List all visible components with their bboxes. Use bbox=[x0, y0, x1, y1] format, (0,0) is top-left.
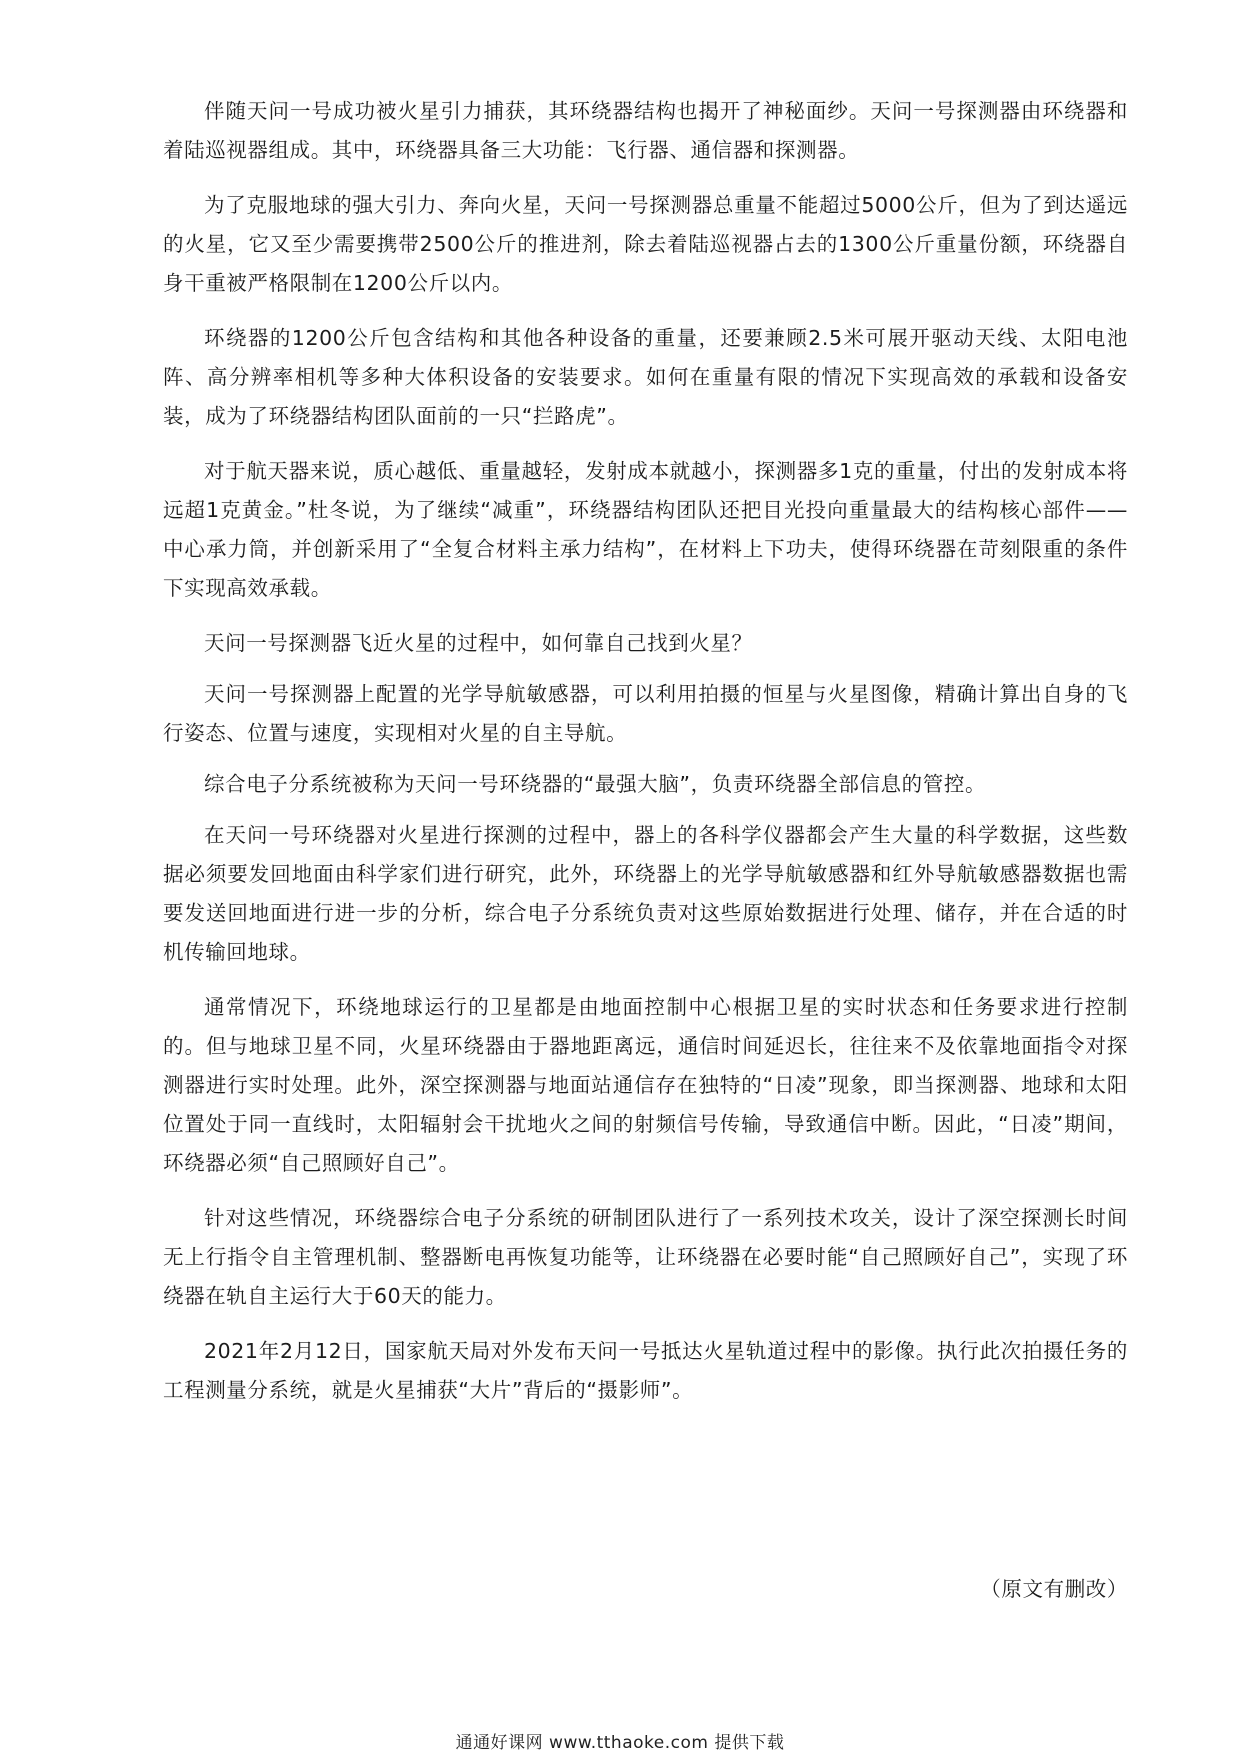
paragraph-6: 天问一号探测器上配置的光学导航敏感器，可以利用拍摄的恒星与火星图像，精确计算出自身的飞行姿态、位置与速度，实现相对火星的自主导航。 bbox=[163, 682, 1128, 745]
article-body bbox=[163, 92, 1128, 1426]
page-footer: 通通好课网 www.tthaoke.com 提供下载 bbox=[455, 1733, 785, 1753]
paragraph-10: 针对这些情况，环绕器综合电子分系统的研制团队进行了一系列技术攻关，设计了深空探测长时间无上行指令自主管理机制、整器断电再恢复功能等，让环绕器在必要时能“自己照顾好自己”，实现了环绕器在轨自主运行大于60天的能力。 bbox=[163, 1206, 1128, 1308]
paragraph-8: 在天问一号环绕器对火星进行探测的过程中，器上的各科学仪器都会产生大量的科学数据，这些数据必须要发回地面由科学家们进行研究，此外，环绕器上的光学导航敏感器和红外导航敏感器数据也需要发送回地面进行进一步的分析，综合电子分系统负责对这些原始数据进行处理、储存，并在合适的时机传输回地球。 bbox=[163, 823, 1128, 964]
paragraph-1: 伴随天问一号成功被火星引力捕获，其环绕器结构也揭开了神秘面纱。天问一号探测器由环绕器和着陆巡视器组成。其中，环绕器具备三大功能：飞行器、通信器和探测器。 bbox=[163, 99, 1128, 162]
paragraph-9: 通常情况下，环绕地球运行的卫星都是由地面控制中心根据卫星的实时状态和任务要求进行控制的。但与地球卫星不同，火星环绕器由于器地距离远，通信时间延迟长，往往来不及依靠地面指令对探测器进行实时处理。此外，深空探测器与地面站通信存在独特的“日凌”现象，即当探测器、地球和太阳位置处于同一直线时，太阳辐射会干扰地火之间的射频信号传输，导致通信中断。因此，“日凌”期间，环绕器必须“自己照顾好自己”。 bbox=[163, 995, 1128, 1175]
paragraph-3: 环绕器的1200公斤包含结构和其他各种设备的重量，还要兼顾2.5米可展开驱动天线、太阳电池阵、高分辨率相机等多种大体积设备的安装要求。如何在重量有限的情况下实现高效的承载和设备安装，成为了环绕器结构团队面前的一只“拦路虎”。 bbox=[163, 326, 1128, 428]
paragraph-2: 为了克服地球的强大引力、奔向火星，天问一号探测器总重量不能超过5000公斤，但为了到达遥远的火星，它又至少需要携带2500公斤的推进剂，除去着陆巡视器占去的1300公斤重量份额，环绕器自身干重被严格限制在1200公斤以内。 bbox=[163, 193, 1128, 295]
paragraph-11: 2021年2月12日，国家航天局对外发布天问一号抵达火星轨道过程中的影像。执行此次拍摄任务的工程测量分系统，就是火星捕获“大片”背后的“摄影师”。 bbox=[163, 1339, 1128, 1402]
paragraph-7: 综合电子分系统被称为天问一号环绕器的“最强大脑”，负责环绕器全部信息的管控。 bbox=[204, 772, 987, 796]
paragraph-4: 对于航天器来说，质心越低、重量越轻，发射成本就越小，探测器多1克的重量，付出的发射成本将远超1克黄金。”杜冬说，为了继续“减重”，环绕器结构团队还把目光投向重量最大的结构核心部件——中心承力筒，并创新采用了“全复合材料主承力结构”，在材料上下功夫，使得环绕器在苛刻限重的条件下实现高效承载。 bbox=[163, 459, 1128, 600]
source-note: （原文有删改） bbox=[980, 1577, 1128, 1601]
paragraph-5: 天问一号探测器飞近火星的过程中，如何靠自己找到火星？ bbox=[204, 631, 753, 655]
